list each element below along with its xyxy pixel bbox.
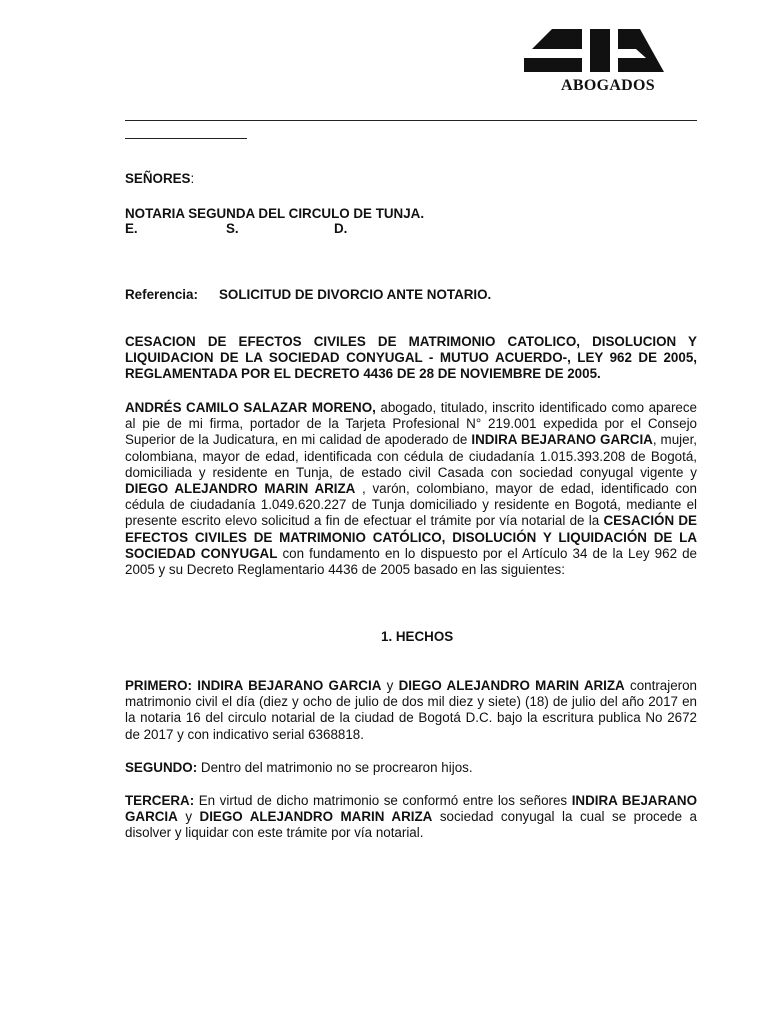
- procedure-name: CESACIÓN DE EFECTOS CIVILES DE MATRIMONIO CATÓLICO, DISOLUCIÓN Y LIQUIDACIÓN DE LA SOCIEDAD CONYUGAL: [125, 513, 697, 561]
- intro-text-2: , mujer, colombiana, mayor de edad, identificada con cédula de ciudadanía 1.015.393.208 de Bogotá, domiciliada y residente en Tunja, de estado civil Casada con sociedad conyugal vigente y: [125, 432, 698, 480]
- header-rule-short: [125, 138, 247, 139]
- fact-primero: [125, 678, 697, 743]
- firm-name: ABOGADOS: [561, 77, 655, 94]
- reference-line: [125, 287, 697, 303]
- senores-label: SEÑORES: [125, 171, 191, 186]
- header-rule-long: [125, 120, 697, 121]
- tercera-conj: y: [177, 809, 200, 825]
- intro-text-3: , varón, colombiano, mayor de edad, identificado con cédula de ciudadanía 1.049.620.227 de Tunja domiciliado y residente en Bogotá, mediante el presente escrito elevo solicitud a fin de efectuar el trámite por vía notarial de la: [125, 481, 697, 529]
- s-letter: S.: [226, 221, 239, 236]
- reference-label: Referencia:: [125, 287, 198, 302]
- tercera-name-2: DIEGO ALEJANDRO MARIN ARIZA: [199, 809, 433, 825]
- notary-name: NOTARIA SEGUNDA DEL CIRCULO DE TUNJA.: [125, 206, 425, 221]
- d-letter: D.: [334, 221, 348, 236]
- salutation: [125, 171, 697, 187]
- tercera-name-1: INDIRA BEJARANO GARCIA: [125, 793, 698, 825]
- fact-segundo: [125, 760, 697, 776]
- tercera-text-2: sociedad conyugal la cual se procede a disolver y liquidar con este trámite por vía notarial.: [125, 809, 698, 841]
- primero-label: PRIMERO: INDIRA BEJARANO GARCIA: [125, 678, 382, 693]
- primero-text: contrajeron matrimonio civil el día (diez y ocho de julio de dos mil diez y siete) (18) de julio del año 2017 en la notaria 16 del circulo notarial de la ciudad de Bogotá D.C. bajo la escritura publica No 2672 de 2017 y con indicativo serial 6368818.: [125, 678, 698, 742]
- lawyer-name: ANDRÉS CAMILO SALAZAR MORENO,: [125, 400, 376, 415]
- section-heading: 1. HECHOS: [381, 629, 454, 644]
- segundo-text: Dentro del matrimonio no se procrearon hijos.: [197, 760, 473, 775]
- primero-name: DIEGO ALEJANDRO MARIN ARIZA: [398, 678, 625, 693]
- reference-value: SOLICITUD DE DIVORCIO ANTE NOTARIO.: [219, 287, 492, 302]
- e-letter: E.: [125, 221, 138, 236]
- esd-line: [125, 221, 697, 237]
- client-name-1: INDIRA BEJARANO GARCIA: [471, 432, 653, 448]
- subject-paragraph: CESACION DE EFECTOS CIVILES DE MATRIMONIO CATOLICO, DISOLUCION Y LIQUIDACION DE LA SOCIEDAD CONYUGAL - MUTUO ACUERDO-, LEY 962 DE 2005, REGLAMENTADA POR EL DECRETO 4436 DE 28 DE NOVIEMBRE DE 2005.: [125, 334, 697, 382]
- fact-tercera: [125, 793, 697, 842]
- primero-conj: y: [381, 678, 399, 693]
- tercera-text-1: En virtud de dicho matrimonio se conformó entre los señores: [194, 793, 572, 808]
- intro-text-4: con fundamento en lo dispuesto por el Artículo 34 de la Ley 962 de 2005 y su Decreto Reglamentario 4436 de 2005 basado en las siguientes:: [125, 545, 697, 578]
- senores-colon: :: [190, 171, 195, 186]
- client-name-2: DIEGO ALEJANDRO MARIN ARIZA: [125, 481, 356, 497]
- tercera-label: TERCERA:: [125, 793, 195, 808]
- intro-text-1: abogado, titulado, inscrito identificado como aparece al pie de mi firma, portador de la Tarjeta Profesional N° 219.001 expedida por el Consejo Superior de la Judicatura, en mi calidad de apoderado de: [125, 400, 697, 448]
- segundo-label: SEGUNDO:: [125, 760, 198, 775]
- intro-paragraph: [125, 400, 697, 578]
